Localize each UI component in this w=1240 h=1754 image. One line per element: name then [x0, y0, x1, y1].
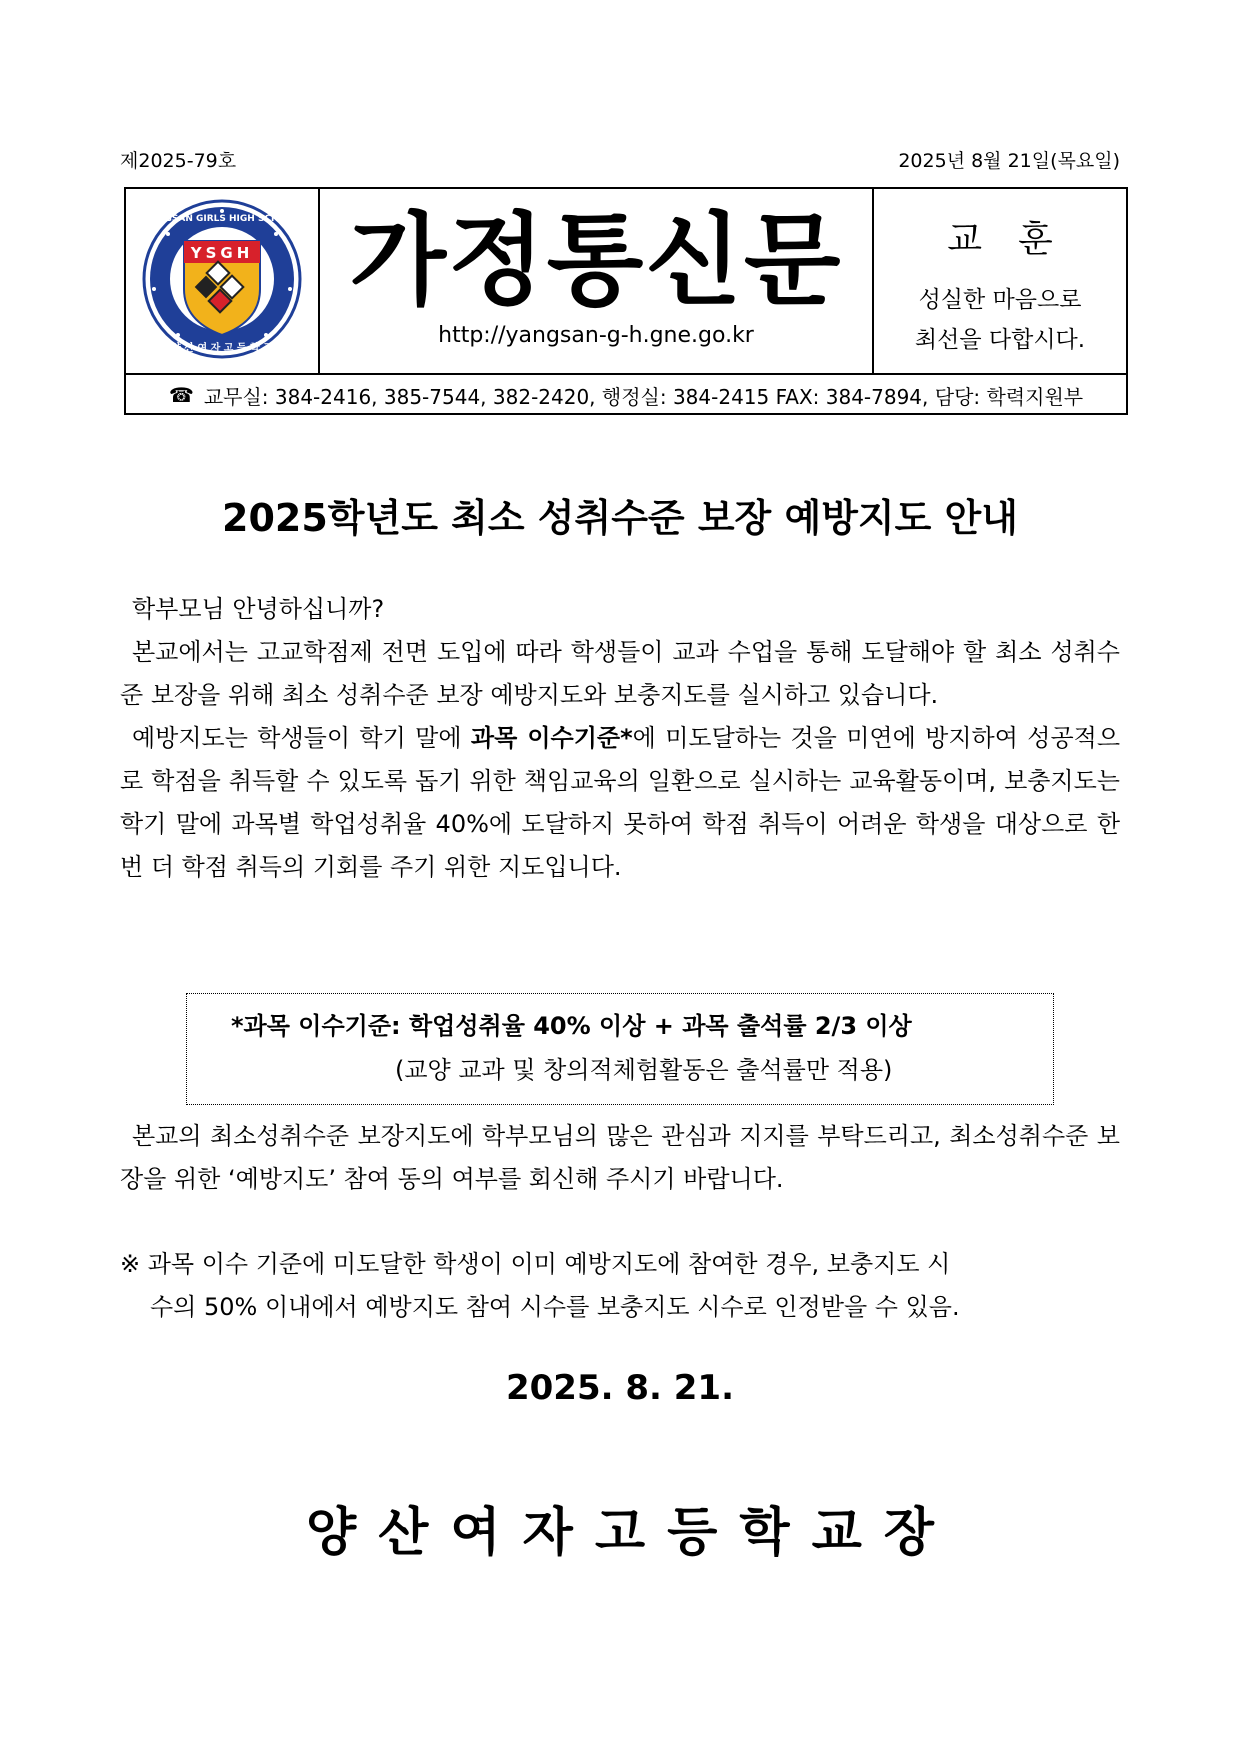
school-url[interactable]: http://yangsan-g-h.gne.go.kr: [438, 323, 754, 348]
paragraph-2: [120, 717, 1120, 889]
note-line-1: ※ 과목 이수 기준에 미도달한 학생이 이미 예방지도에 참여한 경우, 보충지도 시: [120, 1250, 951, 1278]
telephone-icon: ☎: [168, 383, 194, 407]
criteria-line-1: *과목 이수기준: 학업성취율 40% 이상 + 과목 출석률 2/3 이상: [231, 1012, 912, 1040]
motto-cell: [874, 189, 1126, 373]
notice-title: 2025학년도 최소 성취수준 보장 예방지도 안내: [222, 496, 1018, 540]
svg-text:양 산 여 자 고 등 학 교: 양 산 여 자 고 등 학 교: [171, 343, 273, 354]
paragraph-2-start: 예방지도는 학생들이 학기 말에: [132, 724, 471, 752]
completion-criteria-term: 과목 이수기준*: [470, 724, 633, 752]
motto-line-2: 최선을 다합시다.: [914, 327, 1086, 353]
principal-signature: 양산여자고등학교장: [305, 1503, 957, 1563]
contact-row: [126, 373, 1126, 415]
criteria-line-2: (교양 교과 및 창의적체험활동은 출석률만 적용): [395, 1056, 893, 1084]
document-title: 가정통신문: [349, 202, 843, 319]
issue-number: 제2025-79호: [120, 150, 237, 172]
school-logo: [126, 189, 318, 373]
motto-line-1: 성실한 마음으로: [918, 287, 1082, 313]
contact-info: 교무실: 384-2416, 385-7544, 382-2420, 행정실: 384-2415 FAX: 384-7894, 담당: 학력지원부: [203, 384, 1084, 409]
criteria-box: [186, 993, 1054, 1105]
paragraph-3: 본교의 최소성취수준 보장지도에 학부모님의 많은 관심과 지지를 부탁드리고, 최소성취수준 보장을 위한 ‘예방지도’ 참여 동의 여부를 회신해 주시기 바랍니다.: [120, 1122, 1120, 1193]
title-cell: [320, 189, 874, 373]
sign-date: 2025. 8. 21.: [505, 1368, 735, 1408]
letterhead: [124, 187, 1128, 415]
paragraph-2-rest: 에 미도달하는 것을 미연에 방지하여 성공적으로 학점을 취득할 수 있도록 돕기 위한 책임교육의 일환으로 실시하는 교육활동이며, 보충지도는 학기 말에 과목별 학업성취율 40%에 도달하지 못하여 학점 취득이 어려운 학생을 대상으로 한 번 더 학점 취득의 기회를 주기 위한 지도입니다.: [120, 724, 1121, 881]
motto-label: 교훈: [947, 219, 1089, 260]
logo-abbr: YSGH: [190, 244, 254, 262]
request-paragraph: [120, 1115, 1120, 1201]
greeting: 학부모님 안녕하십니까?: [132, 595, 385, 623]
notice-body: [120, 588, 1120, 889]
issue-date: 2025년 8월 21일(목요일): [898, 150, 1120, 172]
svg-text:YANGSAN GIRLS HIGH SCHOOL: YANGSAN GIRLS HIGH SCHOOL: [144, 214, 300, 224]
note-line-2: 수의 50% 이내에서 예방지도 참여 시수를 보충지도 시수로 인정받을 수 있음.: [150, 1293, 960, 1321]
note: [120, 1243, 1120, 1329]
paragraph-1: 본교에서는 고교학점제 전면 도입에 따라 학생들이 교과 수업을 통해 도달해야 할 최소 성취수준 보장을 위해 최소 성취수준 보장 예방지도와 보충지도를 실시하고 있습니다.: [120, 638, 1120, 709]
logo-cell: [126, 189, 320, 373]
